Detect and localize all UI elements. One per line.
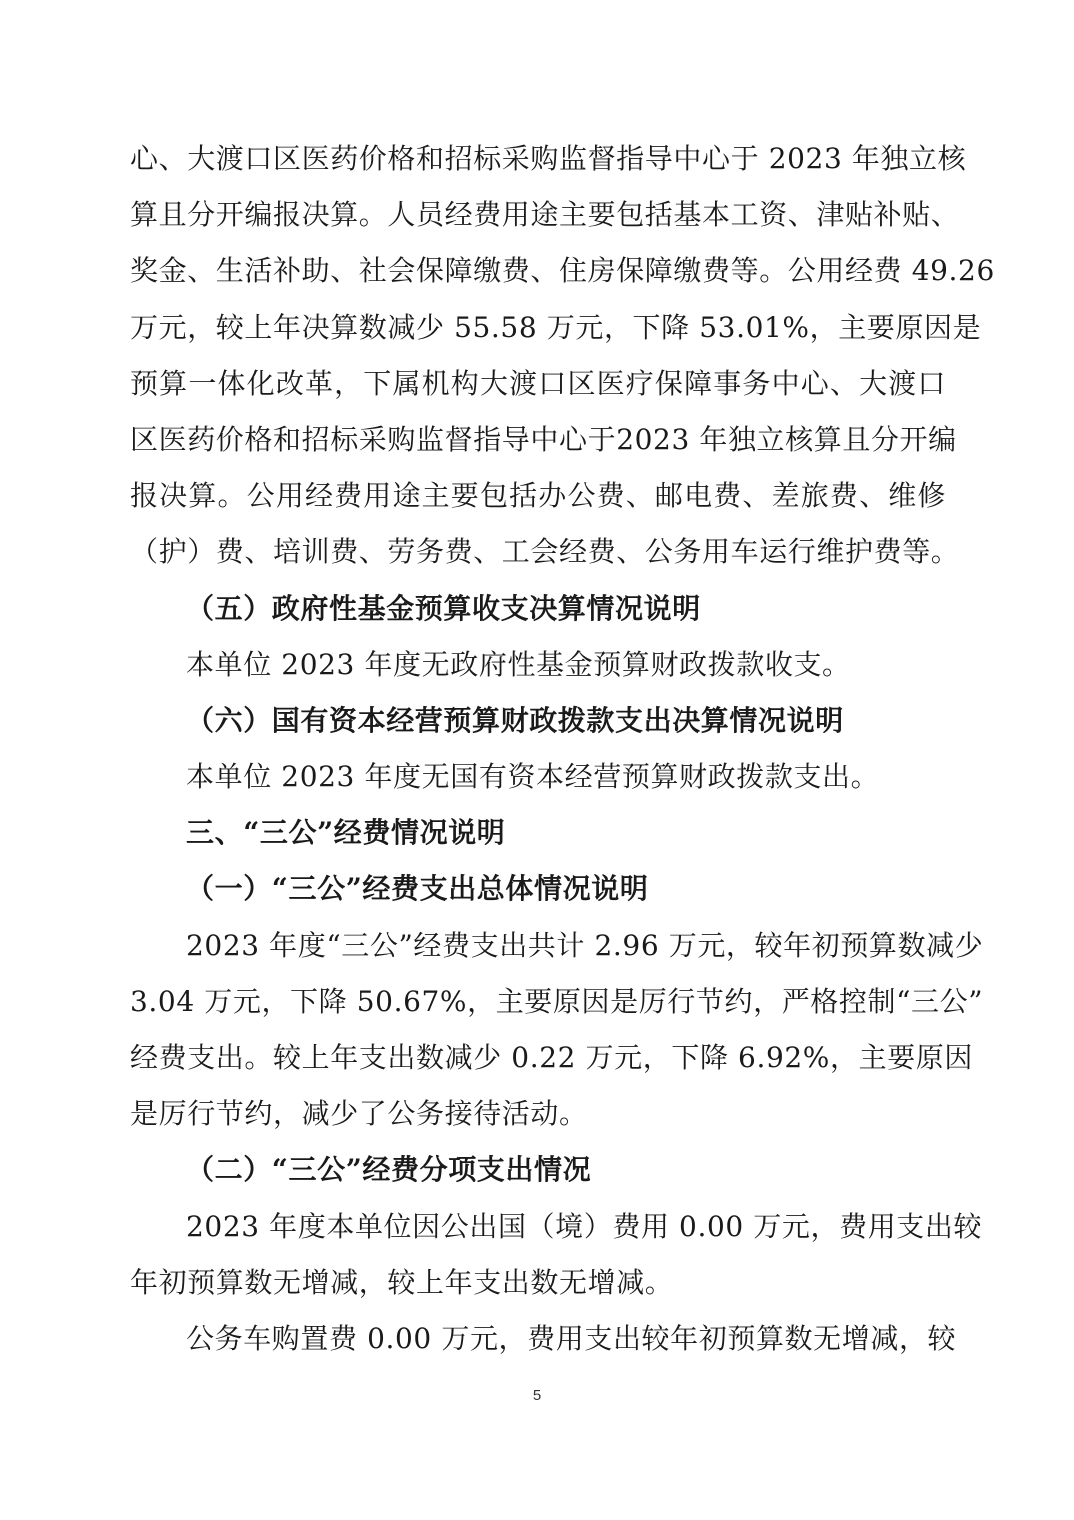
paragraph-line: 算且分开编报决算。人员经费用途主要包括基本工资、津贴补贴、 [130, 198, 960, 232]
paragraph-line: 预算一体化改革，下属机构大渡口区医疗保障事务中心、大渡口 [130, 366, 946, 400]
paragraph-line: 本单位 2023 年度无国有资本经营预算财政拨款支出。 [186, 760, 880, 794]
paragraph-line: 万元，较上年决算数减少 55.58 万元，下降 53.01%，主要原因是 [130, 310, 982, 344]
paragraph-line: 年初预算数无增减，较上年支出数无增减。 [130, 1265, 674, 1299]
page-number: 5 [532, 1387, 542, 1404]
body-text [130, 131, 995, 1367]
paragraph-line: 本单位 2023 年度无政府性基金预算财政拨款收支。 [186, 647, 851, 681]
paragraph-line: 经费支出。较上年支出数减少 0.22 万元，下降 6.92%，主要原因 [130, 1041, 973, 1074]
paragraph-line: 2023 年度“三公”经费支出共计 2.96 万元，较年初预算数减少 [186, 928, 984, 962]
paragraph-line: 奖金、生活补助、社会保障缴费、住房保障缴费等。公用经费 49.26 [130, 254, 995, 288]
paragraph-line: 报决算。公用经费用途主要包括办公费、邮电费、差旅费、维修 [130, 479, 946, 513]
section-heading-one: （一）“三公”经费支出总体情况说明 [186, 872, 649, 906]
paragraph-line: （护）费、培训费、劳务费、工会经费、公务用车运行维护费等。 [130, 535, 960, 569]
paragraph-line: 3.04 万元，下降 50.67%，主要原因是厉行节约，严格控制“三公” [130, 984, 984, 1018]
chapter-heading-three: 三、“三公”经费情况说明 [186, 816, 506, 850]
paragraph-line: 区医药价格和招标采购监督指导中心于2023 年独立核算且分开编 [130, 422, 957, 456]
section-heading-six: （六）国有资本经营预算财政拨款支出决算情况说明 [186, 703, 844, 737]
paragraph-line: 是厉行节约，减少了公务接待活动。 [130, 1097, 588, 1131]
paragraph-line: 2023 年度本单位因公出国（境）费用 0.00 万元，费用支出较 [186, 1209, 983, 1243]
paragraph-line: 公务车购置费 0.00 万元，费用支出较年初预算数无增减，较 [186, 1321, 957, 1355]
section-heading-five: （五）政府性基金预算收支决算情况说明 [186, 591, 701, 625]
section-heading-two: （二）“三公”经费分项支出情况 [186, 1153, 592, 1187]
paragraph-line: 心、大渡口区医药价格和招标采购监督指导中心于 2023 年独立核 [130, 142, 967, 175]
